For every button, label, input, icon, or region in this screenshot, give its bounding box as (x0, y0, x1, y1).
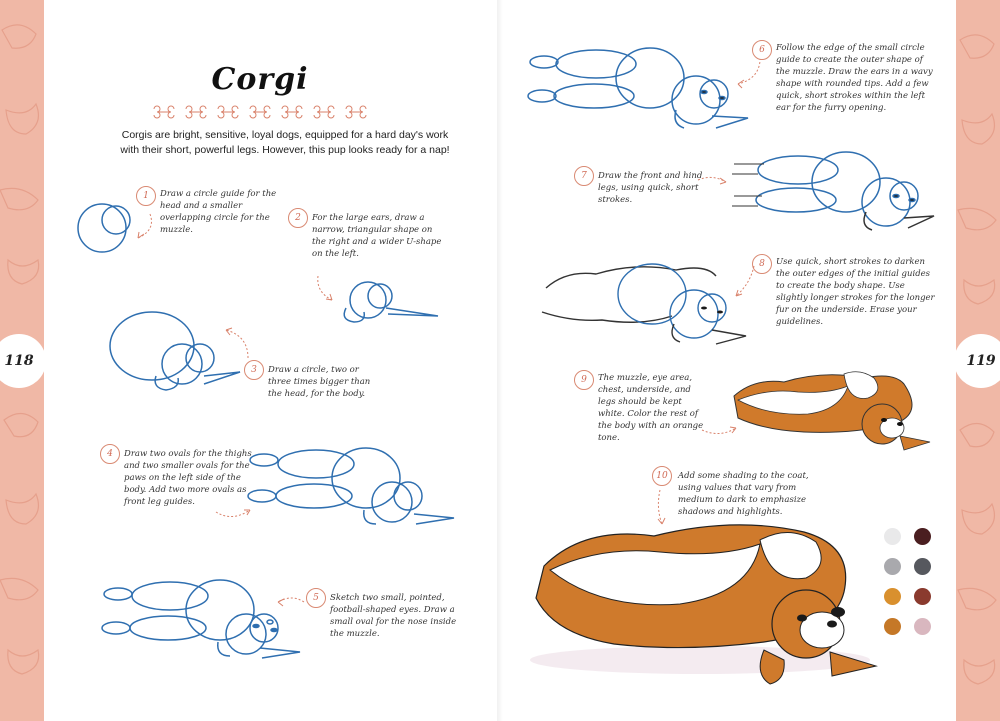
book-gutter (497, 0, 503, 721)
step-7-sketch (726, 146, 940, 236)
step-8-sketch (536, 258, 760, 350)
dashed-arrow-icon (274, 592, 308, 612)
step-2-text: For the large ears, draw a narrow, triangular shape on the right and a wider U-shape on the left. (312, 213, 442, 259)
swatch-orange (884, 588, 901, 605)
step-4-sketch (246, 438, 460, 530)
step-5-text: Sketch two small, pointed, football-shaped eyes. Draw a small oval for the nose inside the muzzle. (330, 593, 457, 639)
color-palette (880, 528, 940, 644)
dashed-arrow-icon (312, 274, 336, 304)
step-6-sketch (526, 40, 756, 132)
step-number-badge: 4 (100, 444, 120, 464)
step-10-text: Add some shading to the coat, using values that vary from medium to dark to emphasize shadows and highlights. (678, 471, 809, 517)
step-2-sketch (338, 278, 444, 326)
dashed-arrow-icon (696, 172, 730, 190)
step-4-text: Draw two ovals for the thighs and two smaller ovals for the paws on the left side of the body. Add two more ovals as front leg guides. (124, 449, 252, 507)
step-number-badge: 1 (136, 186, 156, 206)
step-7-text: Draw the front and hind legs, using quick, short strokes. (598, 171, 703, 205)
swatch-dark-orange (884, 618, 901, 635)
step-3-text: Draw a circle, two or three times bigger than the head, for the body. (268, 365, 371, 399)
step-10-shaded-corgi (520, 520, 880, 692)
step-8-text: Use quick, short strokes to darken the outer edges of the initial guides to create the body shape. Use slightly longer strokes for the longer fur on the underside. Erase your guidelines. (776, 257, 935, 327)
swatch-rust (914, 588, 931, 605)
step-number-badge: 5 (306, 588, 326, 608)
swatch-charcoal (914, 558, 931, 575)
step-number-badge: 8 (752, 254, 772, 274)
step-5-sketch (100, 572, 304, 668)
swatch-mauve (914, 618, 931, 635)
swatch-medium-gray (884, 558, 901, 575)
step-number-badge: 2 (288, 208, 308, 228)
dashed-arrow-icon (732, 264, 758, 304)
dashed-arrow-icon (222, 322, 252, 362)
step-number-badge: 6 (752, 40, 772, 60)
swatch-light-gray (884, 528, 901, 545)
dashed-arrow-icon (136, 212, 166, 242)
bone-divider-icon (150, 105, 380, 119)
step-9-text: The muzzle, eye area, chest, underside, and legs should be kept white. Color the rest of the body with an orange tone. (598, 373, 704, 443)
step-number-badge: 7 (574, 166, 594, 186)
step-9-colored-corgi (724, 366, 936, 456)
intro-paragraph: Corgis are bright, sensitive, loyal dogs, equipped for a hard day's work with their short, powerful legs. However, this pup looks ready for a nap! (120, 129, 450, 156)
step-1-sketch (72, 198, 132, 258)
step-number-badge: 9 (574, 370, 594, 390)
step-6-text: Follow the edge of the small circle guide to create the outer shape of the muzzle. Draw the ears in a wavy shape with rounded tips. Add a few quick, short strokes within the left ear for the furry opening. (776, 43, 933, 113)
step-number-badge: 10 (652, 466, 672, 486)
step-1-text: Draw a circle guide for the head and a smaller overlapping circle for the muzzle. (160, 189, 277, 235)
swatch-dark-brown (914, 528, 931, 545)
step-number-badge: 3 (244, 360, 264, 380)
page-number-right: 119 (954, 334, 1000, 388)
page-title: Corgi (211, 62, 309, 97)
page-number-left: 118 (0, 334, 46, 388)
